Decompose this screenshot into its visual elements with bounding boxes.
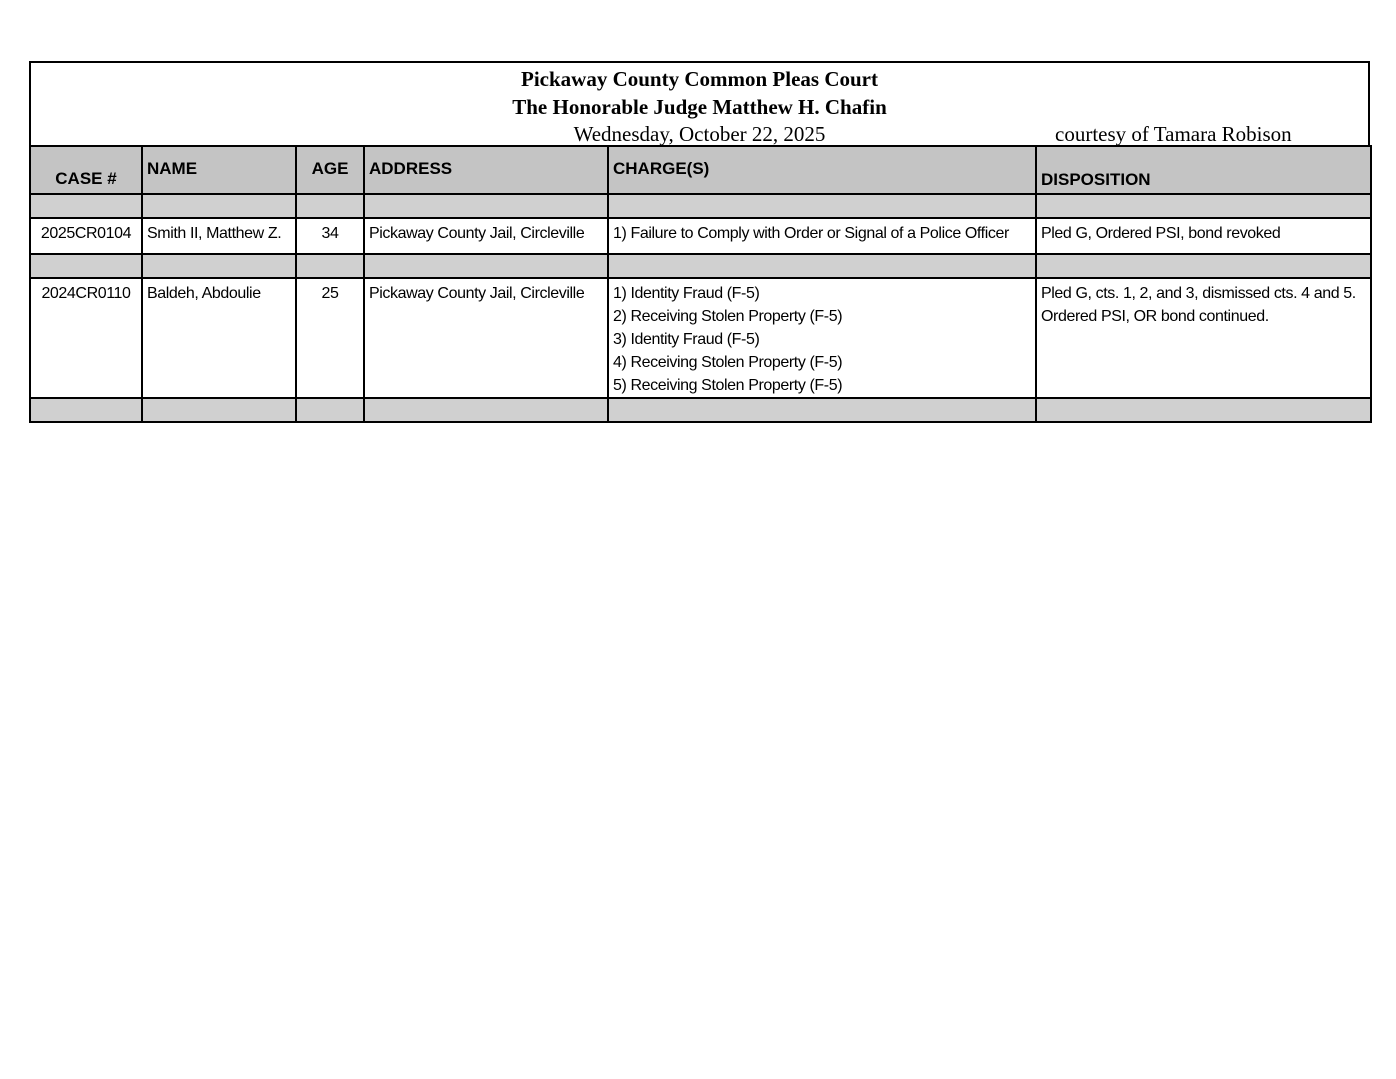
charge-line: 3) Identity Fraud (F-5): [613, 331, 760, 348]
column-header-charges: CHARGE(S): [608, 146, 1036, 194]
header-row: [30, 146, 1371, 194]
spacer-row: [30, 194, 1371, 218]
case-number: 2025CR0104: [30, 218, 142, 254]
charges-cell: [608, 278, 1036, 398]
charge-line: 4) Receiving Stolen Property (F-5): [613, 354, 843, 371]
charge-line: 5) Receiving Stolen Property (F-5): [613, 377, 843, 394]
column-header-age: AGE: [296, 146, 364, 194]
docket-sheet: [29, 61, 1370, 423]
case-number: 2024CR0110: [30, 278, 142, 398]
spacer-row: [30, 254, 1371, 278]
charge-line: 1) Failure to Comply with Order or Signal of a Police Officer: [613, 225, 1009, 242]
charge-line: 2) Receiving Stolen Property (F-5): [613, 308, 843, 325]
column-header-name: NAME: [142, 146, 296, 194]
disposition: Pled G, cts. 1, 2, and 3, dismissed cts. 4 and 5. Ordered PSI, OR bond continued.: [1036, 278, 1371, 398]
column-header-case: CASE #: [30, 146, 142, 194]
column-header-address: ADDRESS: [364, 146, 608, 194]
spacer-row: [30, 398, 1371, 422]
defendant-age: 34: [296, 218, 364, 254]
table-row: [30, 218, 1371, 254]
court-title: Pickaway County Common Pleas Court: [521, 67, 878, 91]
table-row: [30, 278, 1371, 398]
judge-title: The Honorable Judge Matthew H. Chafin: [512, 95, 887, 119]
column-header-disposition: DISPOSITION: [1036, 146, 1371, 194]
docket-date: Wednesday, October 22, 2025: [573, 122, 826, 146]
courtesy-credit: courtesy of Tamara Robison: [1055, 122, 1292, 146]
defendant-name: Baldeh, Abdoulie: [142, 278, 296, 398]
docket-banner: [29, 61, 1370, 145]
charge-line: 1) Identity Fraud (F-5): [613, 285, 760, 302]
defendant-age: 25: [296, 278, 364, 398]
defendant-address: Pickaway County Jail, Circleville: [364, 278, 608, 398]
docket-table: [29, 145, 1372, 423]
defendant-name: Smith II, Matthew Z.: [142, 218, 296, 254]
defendant-address: Pickaway County Jail, Circleville: [364, 218, 608, 254]
charges-cell: [608, 218, 1036, 254]
disposition: Pled G, Ordered PSI, bond revoked: [1036, 218, 1371, 254]
